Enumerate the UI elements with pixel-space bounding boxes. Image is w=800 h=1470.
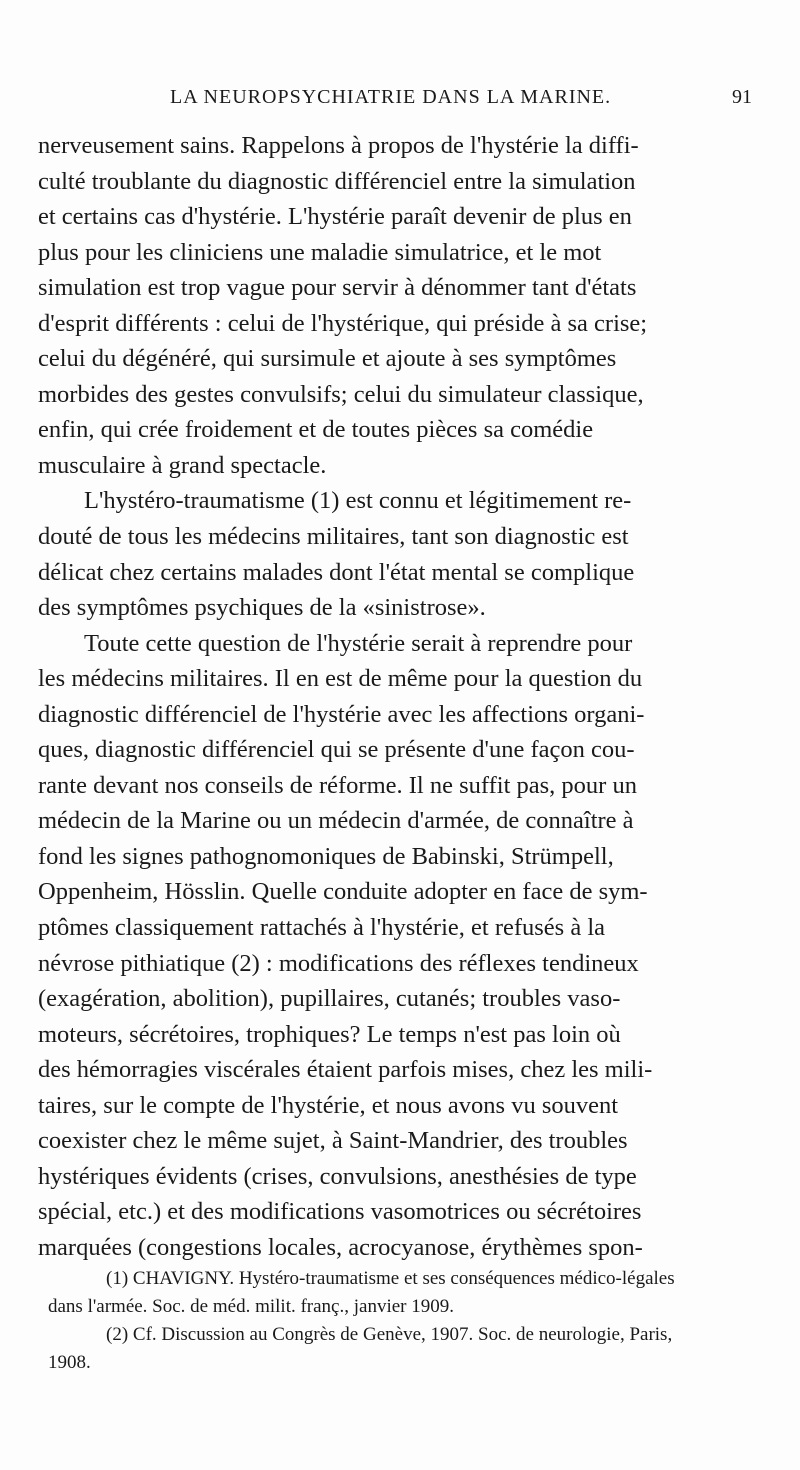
text-line: Oppenheim, Hösslin. Quelle conduite adopter en face de sym- [38,878,648,906]
text-line: médecin de la Marine ou un médecin d'armée, de connaître à [38,807,634,835]
text-line: des symptômes psychiques de la «sinistrose». [38,594,486,622]
text-line: celui du dégénéré, qui sursimule et ajoute à ses symptômes [38,345,617,373]
text-line: fond les signes pathognomoniques de Babinski, Strümpell, [38,842,614,870]
text-line: diagnostic différenciel de l'hystérie avec les affections organi- [38,700,645,728]
text-line: moteurs, sécrétoires, trophiques? Le temps n'est pas loin où [38,1020,621,1048]
text-line: L'hystéro-traumatisme (1) est connu et légitimement re- [84,487,632,515]
text-line: les médecins militaires. Il en est de même pour la question du [38,665,643,693]
text-line: (exagération, abolition), pupillaires, cutanés; troubles vaso- [38,985,621,1013]
text-line: Toute cette question de l'hystérie serait à reprendre pour [84,629,633,657]
footnote-line: (1) CHAVIGNY. Hystéro-traumatisme et ses conséquences médico-légales [106,1268,675,1289]
footnote-line: 1908. [48,1352,91,1373]
text-line: musculaire à grand spectacle. [38,451,327,479]
text-line: taires, sur le compte de l'hystérie, et nous avons vu souvent [38,1091,619,1119]
text-line: simulation est trop vague pour servir à dénommer tant d'états [38,274,637,302]
text-line: coexister chez le même sujet, à Saint-Mandrier, des troubles [38,1127,628,1155]
page-header [140,86,752,120]
body-text [38,128,762,1266]
page-number: 91 [732,86,752,108]
footnotes [48,1265,762,1377]
text-line: et certains cas d'hystérie. L'hystérie paraît devenir de plus en [38,203,632,231]
text-line: douté de tous les médecins militaires, tant son diagnostic est [38,523,629,551]
text-line: plus pour les cliniciens une maladie simulatrice, et le mot [38,238,602,266]
text-line: des hémorragies viscérales étaient parfois mises, chez les mili- [38,1056,653,1084]
text-line: ques, diagnostic différenciel qui se présente d'une façon cou- [38,736,635,764]
text-line: rante devant nos conseils de réforme. Il ne suffit pas, pour un [38,771,637,799]
running-title: LA NEUROPSYCHIATRIE DANS LA MARINE. [170,86,612,108]
text-line: spécial, etc.) et des modifications vasomotrices ou sécrétoires [38,1198,642,1226]
text-line: névrose pithiatique (2) : modifications des réflexes tendineux [38,949,639,977]
text-line: hystériques évidents (crises, convulsions, anesthésies de type [38,1162,637,1190]
text-line: délicat chez certains malades dont l'état mental se complique [38,558,635,586]
text-line: culté troublante du diagnostic différenciel entre la simulation [38,167,636,195]
text-line: ptômes classiquement rattachés à l'hystérie, et refusés à la [38,914,606,942]
footnote-line: (2) Cf. Discussion au Congrès de Genève, 1907. Soc. de neurologie, Paris, [106,1324,673,1345]
text-line: morbides des gestes convulsifs; celui du simulateur classique, [38,380,644,408]
text-line: nerveusement sains. Rappelons à propos de l'hystérie la diffi- [38,132,639,159]
footnote-line: dans l'armée. Soc. de méd. milit. franç., janvier 1909. [48,1296,454,1317]
text-line: enfin, qui crée froidement et de toutes pièces sa comédie [38,416,594,444]
text-line: d'esprit différents : celui de l'hystérique, qui préside à sa crise; [38,309,648,337]
text-line: marquées (congestions locales, acrocyanose, érythèmes spon- [38,1233,643,1261]
